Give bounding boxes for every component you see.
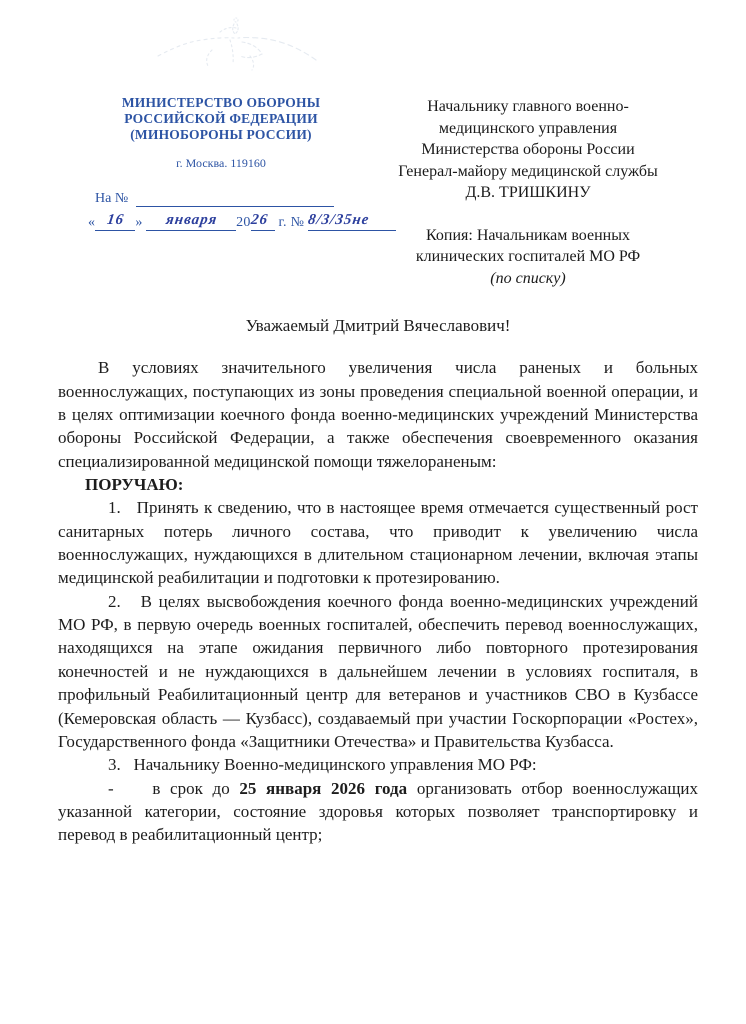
- subitem-suffix: организовать отбор военнослужащих указанной категории, состояние здоровья которых позволяет транспортировку и перевод в реабилитационный центр;: [58, 778, 699, 845]
- ref-number-label: На №: [95, 191, 129, 206]
- order-item-2: 2. В целях высвобождения коечного фонда военно-медицинских учреждений МО РФ, в первую очередь военных госпиталей, обеспечить перевод военнослужащих, находящихся на этапе ожидания первичного либо повторного протезирования конечностей и не нуждающихся в дальнейшем лечении в условиях госпиталя, в профильный Реабилитационный центр для ветеранов и участников СВО в Кузбассе (Кемеровская область — Кузбасс), создаваемый при участии Госкорпорации «Ростех», Государственного фонда «Защитники Отечества» и Правительства Кузбасса.: [58, 591, 698, 751]
- date-year-line: [251, 212, 275, 231]
- handwritten-month: января: [164, 212, 218, 228]
- order-item-3: 3. Начальнику Военно-медицинского управления МО РФ:: [108, 755, 537, 775]
- order-item-1: 1. Принять к сведению, что в настоящее время отмечается существенный рост санитарных потерь личного состава, что приводит к увеличению числа военнослужащих, нуждающихся в длительном стационарном лечении, включая этапы медицинской реабилитации и подготовки к протезированию.: [58, 498, 698, 588]
- ref-number-blank-line: [136, 193, 334, 207]
- ref-number-row: [95, 191, 334, 207]
- org-name-line-3: (МИНОБОРОНЫ РОССИИ): [130, 127, 312, 142]
- letterhead-city: г. Москва. 119160: [176, 156, 266, 170]
- handwritten-year: 26: [249, 212, 269, 228]
- copy-note: (по списку): [490, 269, 566, 287]
- date-month-line: [146, 212, 236, 231]
- addressee-line-4: Генерал-майору медицинской службы: [398, 162, 658, 180]
- date-open-quote: «: [88, 215, 96, 230]
- addressee-line-1: Начальнику главного военно-: [427, 98, 629, 115]
- date-row: [88, 212, 396, 231]
- letter-body: [58, 314, 698, 847]
- coat-of-arms-icon: [150, 10, 325, 76]
- paragraph-intro: В условиях значительного увеличения числа раненых и больных военнослужащих, поступающих из зоны проведения специальной военной операции, и в целях оптимизации коечного фонда военно-медицинских учреждений Министерства обороны Российской Федерации, а также обеспечения своевременного оказания специализированной медицинской помощи тяжелораненым:: [58, 358, 698, 471]
- copy-line-2: клинических госпиталей МО РФ: [415, 248, 641, 265]
- handwritten-day: 16: [105, 212, 126, 228]
- org-name-line-2: РОССИЙСКОЙ ФЕДЕРАЦИИ: [124, 111, 318, 126]
- letterhead-block: [88, 95, 354, 171]
- copy-line-1: Копия: Начальникам военных: [426, 226, 630, 244]
- subitem-deadline: 25 января 2026 года: [239, 778, 408, 798]
- subitem-prefix: - в срок до: [108, 778, 240, 798]
- addressee-block: [360, 96, 696, 289]
- handwritten-doc-number: 8/3/35не: [307, 212, 371, 228]
- order-heading: ПОРУЧАЮ:: [85, 475, 184, 495]
- org-name-line-1: МИНИСТЕРСТВО ОБОРОНЫ: [121, 95, 321, 110]
- copy-block: [360, 225, 696, 290]
- date-close-quote: »: [135, 215, 143, 230]
- date-day-line: [95, 212, 135, 231]
- salutation: Уважаемый Дмитрий Вячеславович!: [245, 316, 511, 335]
- addressee-line-2: медицинского управления: [438, 119, 618, 137]
- order-subitem: [58, 777, 698, 847]
- addressee-line-3: Министерства обороны России: [421, 141, 635, 158]
- date-year-suffix: г. №: [274, 215, 309, 230]
- addressee-line-5: Д.В. ТРИШКИНУ: [465, 184, 591, 201]
- date-year-printed: 20: [236, 215, 251, 230]
